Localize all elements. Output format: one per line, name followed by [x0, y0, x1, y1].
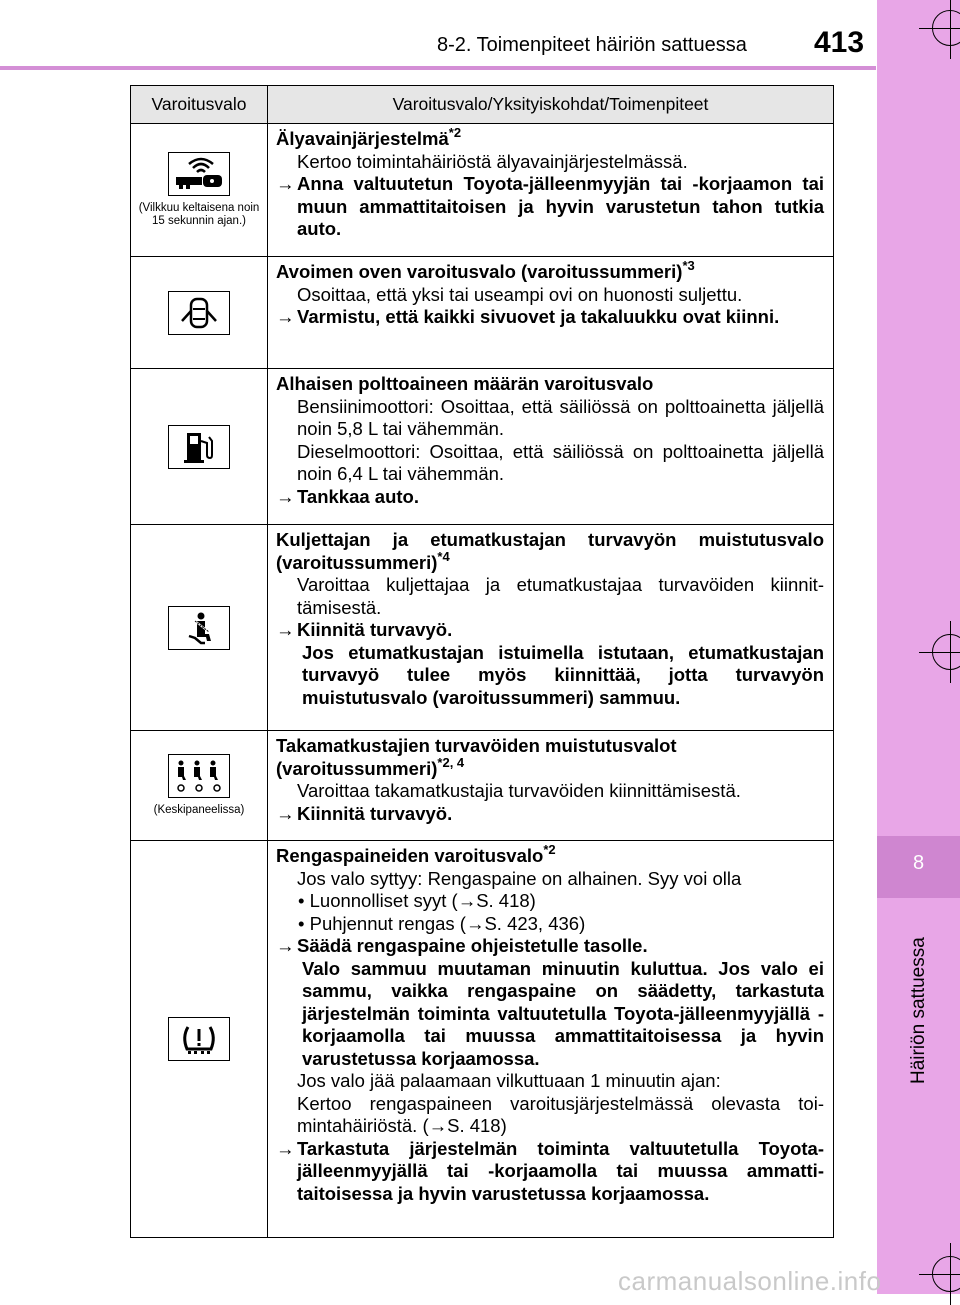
icon-note: (Vilkkuu keltaisena noin 15 sekunnin ajan.): [138, 202, 260, 227]
icon-cell: [131, 369, 268, 525]
table-row: [131, 731, 834, 841]
warning-title: Kuljettajan ja etumatkustajan turvavyön muistutusvalo (varoitussummeri)$^{*4}$: [276, 529, 824, 573]
warning-action-note: Jos etumatkustajan istuimella istutaan, etumatkustajan turvavyö tulee myös kiinnittää, jotta turvavyön muistutusvalo (varoitussummeri) sammuu.: [302, 641, 824, 708]
chapter-title: Häiriön sattuessa: [908, 937, 929, 1084]
page-number: 413: [814, 26, 865, 59]
warning-action-note: Valo sammuu muutaman minuutin kuluttua. Jos valo ei sammu, vaikka rengaspaine on säädetty, tarkastuta järjestelmän toiminta valtuutetulla Toyota-jälleenmyyjällä -korjaamolla tai muussa ammattitaitoisessa ja hyvin varustetussa korjaamossa.: [302, 957, 824, 1069]
warning-description-petrol: Bensiinimoottori: Osoittaa, että säiliössä on polttoainetta jäljellä noin 5,8 L tai vähemmän.: [297, 395, 824, 439]
col-header-details: Varoitusvalo/Yksityiskohdat/Toimenpiteet: [268, 86, 834, 124]
warning-action: → Tarkastuta järjestelmän toiminta valtuutetulla Toyota-jälleenmyyjällä tai -korjaamolla tai muussa ammattitaitoisessa ja hyvin varustetussa korjaamossa.: [276, 1137, 824, 1204]
warning-action: → Varmistu, että kaikki sivuovet ja takaluukku ovat kiinni.: [276, 306, 780, 327]
warning-title: Avoimen oven varoitusvalo (varoitussummeri)$^{*3}$: [276, 258, 695, 282]
header-rule: [0, 66, 876, 70]
details-cell: [268, 841, 834, 1238]
list-item: • Luonnolliset syyt (→S. 418): [298, 890, 536, 911]
warning-action: → Kiinnitä turvavyö.: [276, 802, 453, 824]
warning-action: → Tankkaa auto.: [276, 485, 420, 507]
warning-action: → Anna valtuutetun Toyota-jälleenmyyjän tai -korjaamon tai muun ammattitaitoisen ja hyvin varustetun tahon tutkia auto.: [276, 173, 824, 239]
rear-seatbelt-icon: [168, 754, 230, 798]
table-row: [131, 257, 834, 369]
warning-title: Alhaisen polttoaineen määrän varoitusvalo: [276, 373, 654, 394]
tire-pressure-icon: [168, 1017, 230, 1061]
section-title: 8-2. Toimenpiteet häiriön sattuessa: [437, 34, 747, 56]
list-item: • Puhjennut rengas (→S. 423, 436): [298, 912, 586, 934]
registration-mark-top-right: [932, 10, 960, 46]
warning-description-diesel: Dieselmoottori: Osoittaa, että säiliössä on polttoainetta jäljellä noin 6,4 L tai vähemmän.: [297, 440, 824, 484]
registration-mark-bottom-right: [932, 1256, 960, 1292]
seatbelt-icon: [168, 606, 230, 650]
warning-light-table: [130, 85, 834, 1238]
warning-description-malfunction: Kertoo rengaspaineen varoitusjärjestelmässä olevasta toimintahäiriöstä. (→S. 418): [297, 1092, 824, 1136]
icon-cell: [131, 841, 268, 1238]
details-cell: [268, 257, 834, 369]
table-row: [131, 841, 834, 1238]
warning-description: Varoittaa takamatkustajia turvavöiden kiinnittämisestä.: [297, 780, 741, 801]
warning-title: Rengaspaineiden varoitusvalo$^{*2}$: [276, 842, 556, 866]
chapter-number: 8: [912, 852, 925, 874]
watermark: carmanualsonline.info: [618, 1266, 882, 1296]
table-header-row: [131, 86, 834, 124]
warning-description: Varoittaa kuljettajaa ja etumatkustajaa turvavöiden kiinnittämisestä.: [297, 574, 824, 618]
warning-description: Jos valo syttyy: Rengaspaine on alhainen. Syy voi olla: [297, 867, 742, 889]
open-door-icon: [168, 291, 230, 335]
icon-cell: [131, 257, 268, 369]
smart-key-icon: [168, 152, 230, 196]
icon-cell: [131, 525, 268, 731]
details-cell: [268, 369, 834, 525]
warning-description-blinking: Jos valo jää palaamaan vilkuttuaan 1 minuutin ajan:: [297, 1070, 721, 1091]
icon-cell: [131, 731, 268, 841]
warning-description: Kertoo toimintahäiriöstä älyavainjärjestelmässä.: [297, 150, 688, 172]
warning-description: Osoittaa, että yksi tai useampi ovi on huonosti suljettu.: [297, 283, 743, 305]
details-cell: [268, 124, 834, 257]
warning-title: Takamatkustajien turvavöiden muistutusvalot (varoitussummeri)$^{*2, 4}$: [276, 735, 677, 779]
registration-mark-mid-right: [932, 634, 960, 670]
col-header-warning-light: Varoitusvalo: [131, 86, 268, 124]
table-row: [131, 124, 834, 257]
fuel-pump-icon: [168, 425, 230, 469]
icon-note: (Keskipaneelissa): [153, 804, 245, 816]
details-cell: [268, 525, 834, 731]
details-cell: [268, 731, 834, 841]
table-row: [131, 369, 834, 525]
warning-action: → Säädä rengaspaine ohjeistetulle tasolle.: [276, 935, 648, 956]
icon-cell: [131, 124, 268, 257]
warning-title: Älyavainjärjestelmä$^{*2}$: [276, 125, 462, 149]
table-row: [131, 525, 834, 731]
warning-action: → Kiinnitä turvavyö.: [276, 619, 453, 640]
